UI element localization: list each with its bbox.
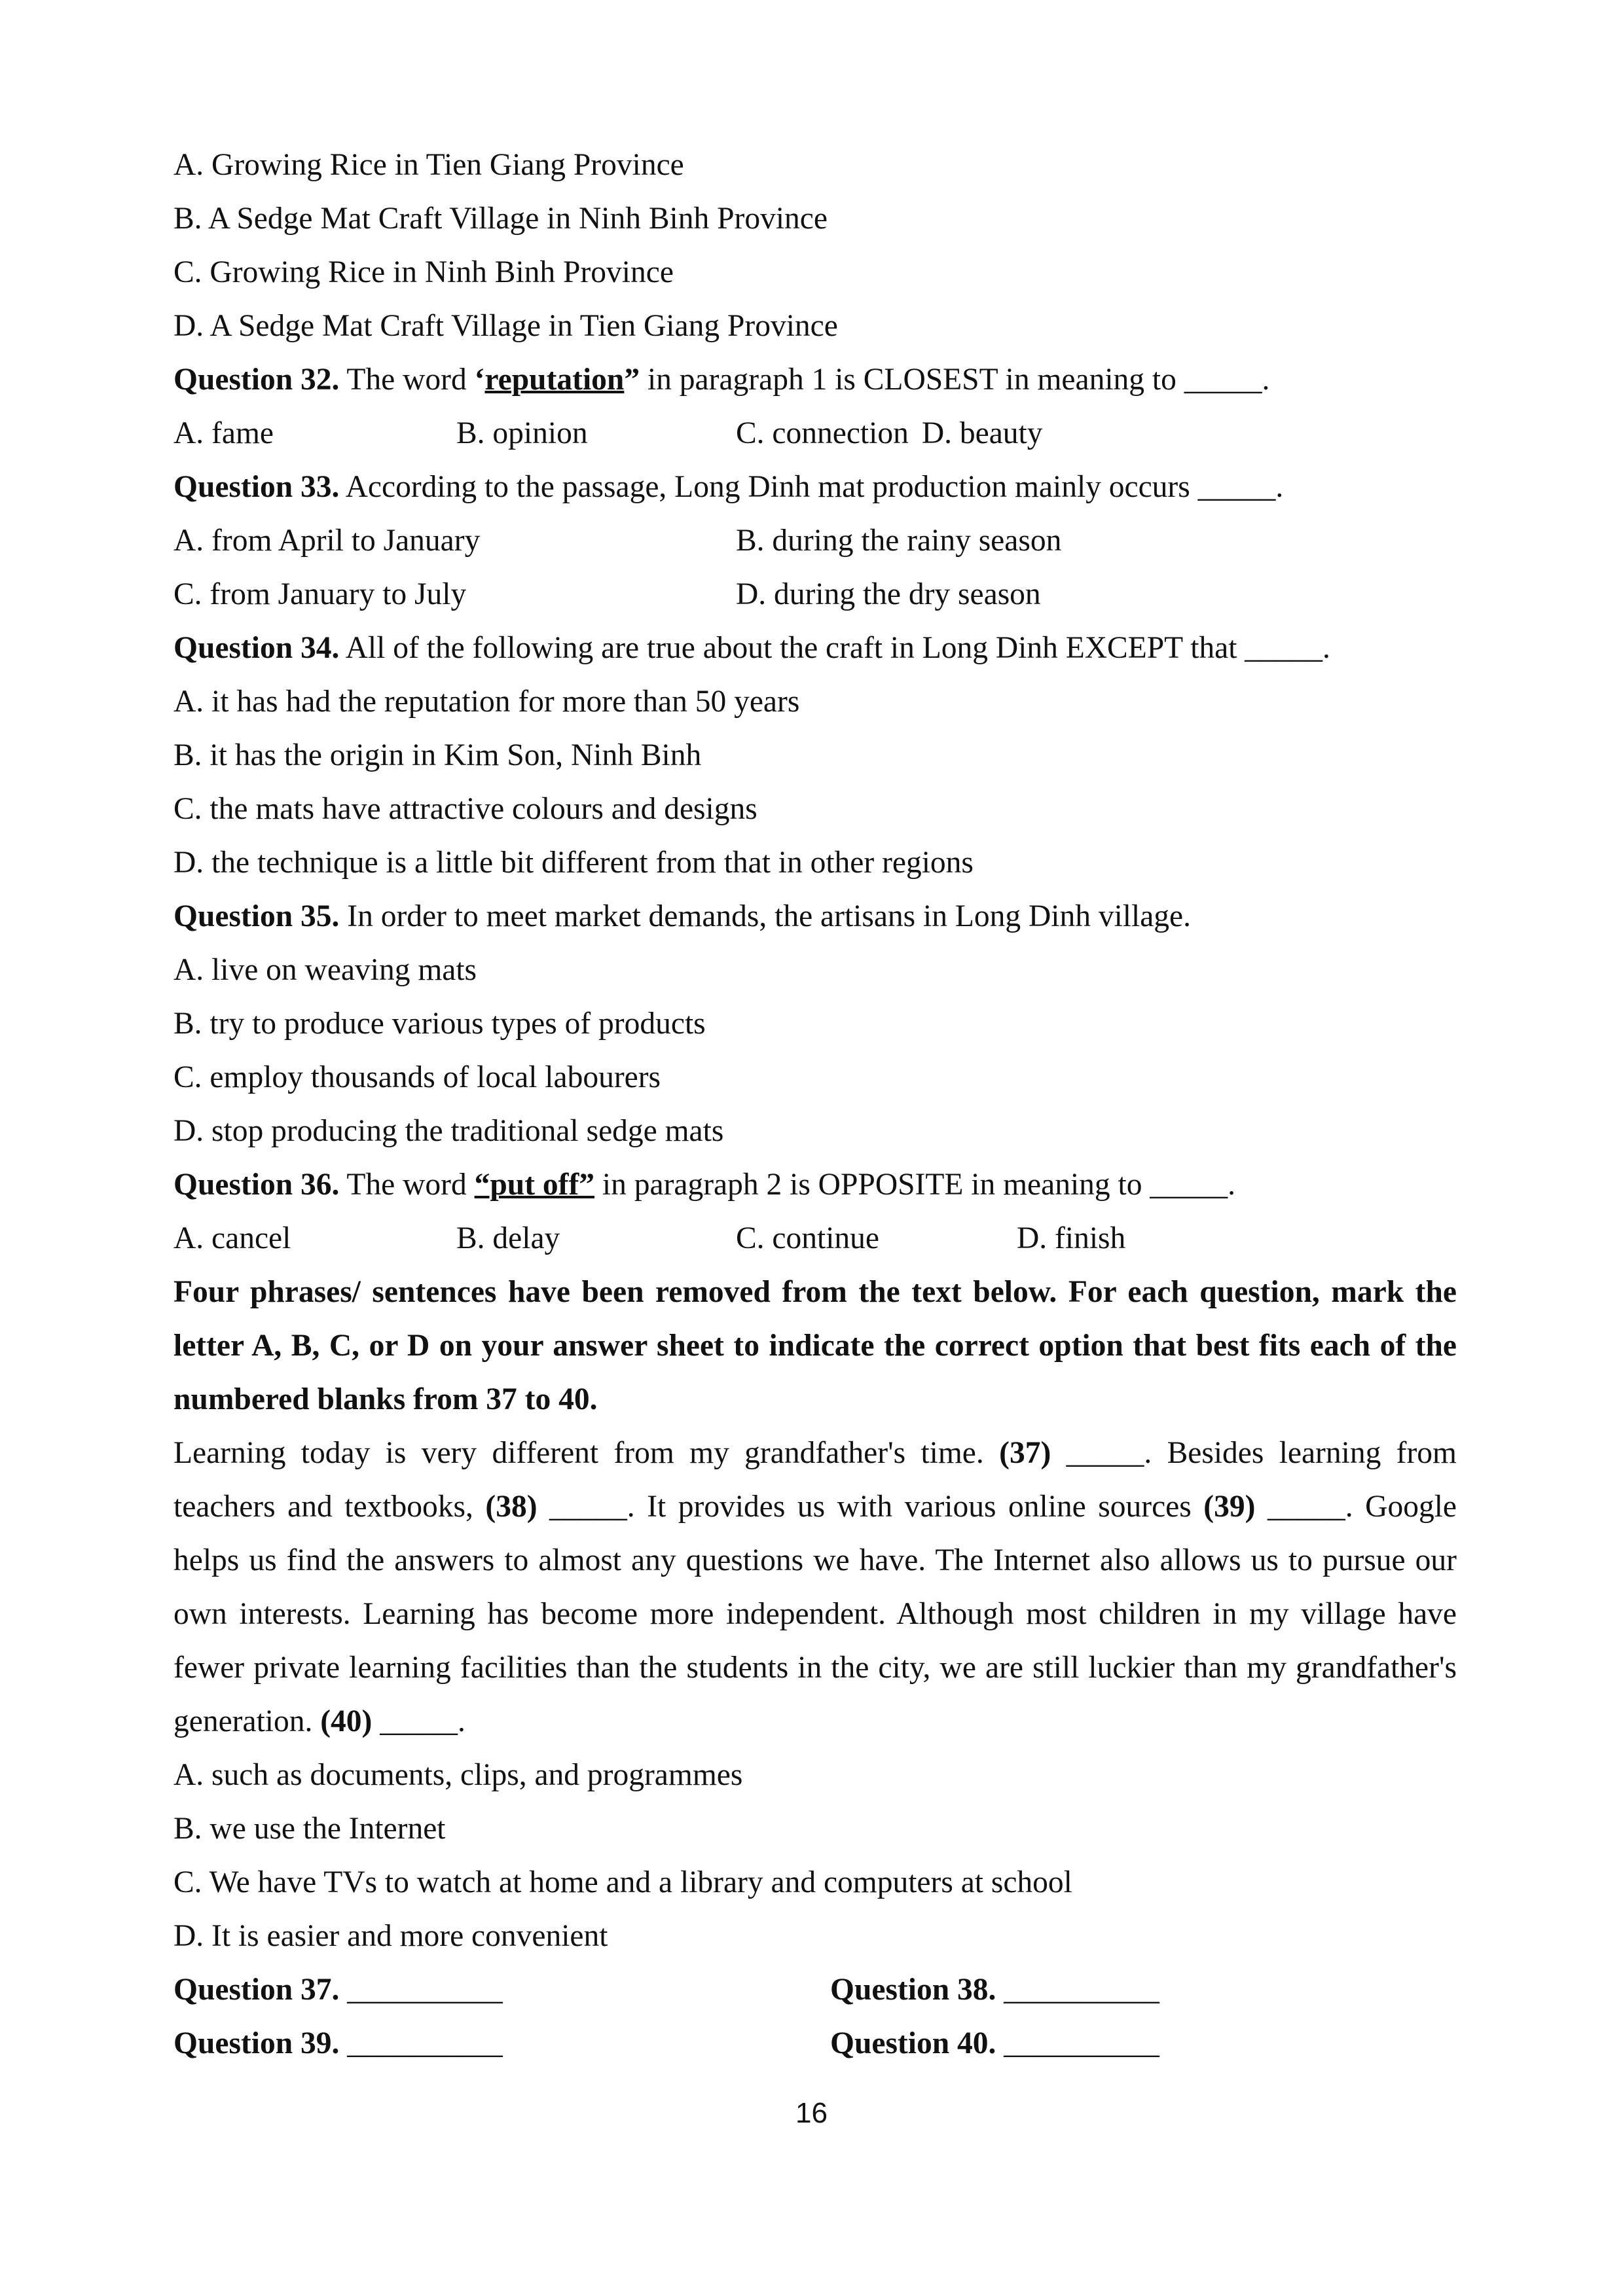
q34-label: Question 34. (173, 631, 340, 665)
q36-options (173, 1211, 1483, 1265)
passage-line-5: fewer private learning facilities than the students in the city, we are still luckier than my grandfather's (173, 1651, 1457, 1685)
q31-option-a: A. Growing Rice in Tien Giang Province (173, 148, 684, 182)
gap-39: (39) (1203, 1490, 1256, 1524)
answer-label: Question 37. (173, 1973, 340, 2007)
gap-option-b: B. we use the Internet (173, 1812, 446, 1846)
passage-line-2 (173, 1480, 1457, 1534)
q35-option-d: D. stop producing the traditional sedge mats (173, 1114, 724, 1148)
instruction-text: Four phrases/ sentences have been removed from the text below. For each question, mark the (173, 1275, 1457, 1309)
gap-option-d: D. It is easier and more convenient (173, 1919, 608, 1953)
q35-option-c: C. employ thousands of local labourers (173, 1060, 661, 1094)
q34-option-d: D. the technique is a little bit different from that in other regions (173, 846, 974, 880)
q33-option-d: D. during the dry season (736, 577, 1041, 611)
q33-option-a: A. from April to January (173, 524, 481, 558)
q32-label: Question 32. (173, 363, 340, 397)
gap-38: (38) (485, 1490, 538, 1524)
q36-pre: The word (339, 1168, 475, 1202)
q32-post: in paragraph 1 is CLOSEST in meaning to _____. (640, 363, 1270, 397)
q34-option-b: B. it has the origin in Kim Son, Ninh Binh (173, 738, 702, 772)
answer-37[interactable] (173, 1973, 503, 2007)
page-number: 16 (795, 2097, 828, 2129)
q32-options-cd (736, 406, 1043, 460)
instruction-line-3 (173, 1372, 598, 1426)
instruction-text: numbered blanks from 37 to 40. (173, 1382, 598, 1416)
answer-row-2 (173, 2017, 1483, 2070)
gap-40: (40) (320, 1704, 373, 1738)
q34-option-c: C. the mats have attractive colours and designs (173, 792, 757, 826)
answer-blank: __________ (339, 1973, 503, 2007)
q32-word: reputation (484, 363, 625, 397)
question-36 (173, 1158, 1235, 1211)
question-35 (173, 889, 1191, 943)
q36-option-b: B. delay (456, 1221, 560, 1255)
passage-text: _____. Google (1255, 1490, 1457, 1524)
q35-option-b: B. try to produce various types of products (173, 1007, 706, 1041)
answer-label: Question 38. (830, 1973, 996, 2007)
answer-blank: __________ (996, 1973, 1159, 2007)
question-34 (173, 621, 1330, 675)
q32-option-d: D. beauty (921, 416, 1043, 450)
q34-text: All of the following are true about the craft in Long Dinh EXCEPT that _____. (339, 631, 1330, 665)
answer-blank: __________ (339, 2026, 503, 2060)
gap-37: (37) (999, 1436, 1051, 1470)
q32-option-a: A. fame (173, 416, 274, 450)
passage-text: _____. It provides us with various online sources (537, 1490, 1204, 1524)
q31-option-c: C. Growing Rice in Ninh Binh Province (173, 255, 674, 289)
passage-text: Learning today is very different from my grandfather's time. (173, 1436, 1000, 1470)
q32-pre: The word (339, 363, 475, 397)
q33-option-c: C. from January to July (173, 577, 467, 611)
answer-blank: __________ (996, 2026, 1159, 2060)
q33-options-row1 (173, 514, 1483, 567)
question-33 (173, 460, 1283, 514)
q33-option-b: B. during the rainy season (736, 524, 1062, 558)
q36-word: “put off” (474, 1168, 595, 1202)
passage-text: generation. (173, 1704, 321, 1738)
answer-row-1 (173, 1963, 1483, 2017)
q31-option-b: B. A Sedge Mat Craft Village in Ninh Binh Province (173, 202, 828, 236)
q35-text: In order to meet market demands, the artisans in Long Dinh village. (339, 899, 1191, 933)
q36-post: in paragraph 2 is OPPOSITE in meaning to _____. (594, 1168, 1235, 1202)
passage-text: _____. Besides learning from (1051, 1436, 1457, 1470)
answer-38[interactable] (830, 1963, 1159, 2017)
passage-line-4: own interests. Learning has become more independent. Although most children in my village have (173, 1597, 1457, 1631)
q32-open-quote: ‘ (474, 363, 485, 397)
instruction-text: letter A, B, C, or D on your answer sheet to indicate the correct option that best fits each of the (173, 1329, 1457, 1363)
q33-label: Question 33. (173, 470, 340, 504)
q32-close-quote: ” (624, 363, 640, 397)
q33-text: According to the passage, Long Dinh mat production mainly occurs _____. (339, 470, 1284, 504)
q32-option-b: B. opinion (456, 416, 588, 450)
q31-option-d: D. A Sedge Mat Craft Village in Tien Giang Province (173, 309, 838, 343)
answer-40[interactable] (830, 2017, 1159, 2070)
passage-text: _____. (372, 1704, 465, 1738)
q33-options-row2 (173, 567, 1483, 621)
answer-39[interactable] (173, 2026, 503, 2060)
answer-label: Question 40. (830, 2026, 996, 2060)
q36-option-d: D. finish (1017, 1221, 1126, 1255)
q32-option-c: C. connection (736, 416, 909, 450)
q35-label: Question 35. (173, 899, 340, 933)
q36-option-c: C. continue (736, 1221, 879, 1255)
q36-label: Question 36. (173, 1168, 340, 1202)
q36-option-a: A. cancel (173, 1221, 291, 1255)
q32-options (173, 406, 1483, 460)
passage-line-6 (173, 1695, 465, 1748)
q34-option-a: A. it has had the reputation for more than 50 years (173, 685, 800, 719)
instruction-line-2 (173, 1319, 1457, 1372)
q35-option-a: A. live on weaving mats (173, 953, 477, 987)
gap-option-c: C. We have TVs to watch at home and a library and computers at school (173, 1865, 1072, 1899)
answer-label: Question 39. (173, 2026, 340, 2060)
instruction-line-1 (173, 1265, 1457, 1319)
passage-line-3: helps us find the answers to almost any questions we have. The Internet also allows us to pursue our (173, 1543, 1457, 1577)
passage-line-1 (173, 1426, 1457, 1480)
question-32 (173, 353, 1269, 406)
passage-text: teachers and textbooks, (173, 1490, 486, 1524)
gap-option-a: A. such as documents, clips, and programmes (173, 1758, 743, 1792)
